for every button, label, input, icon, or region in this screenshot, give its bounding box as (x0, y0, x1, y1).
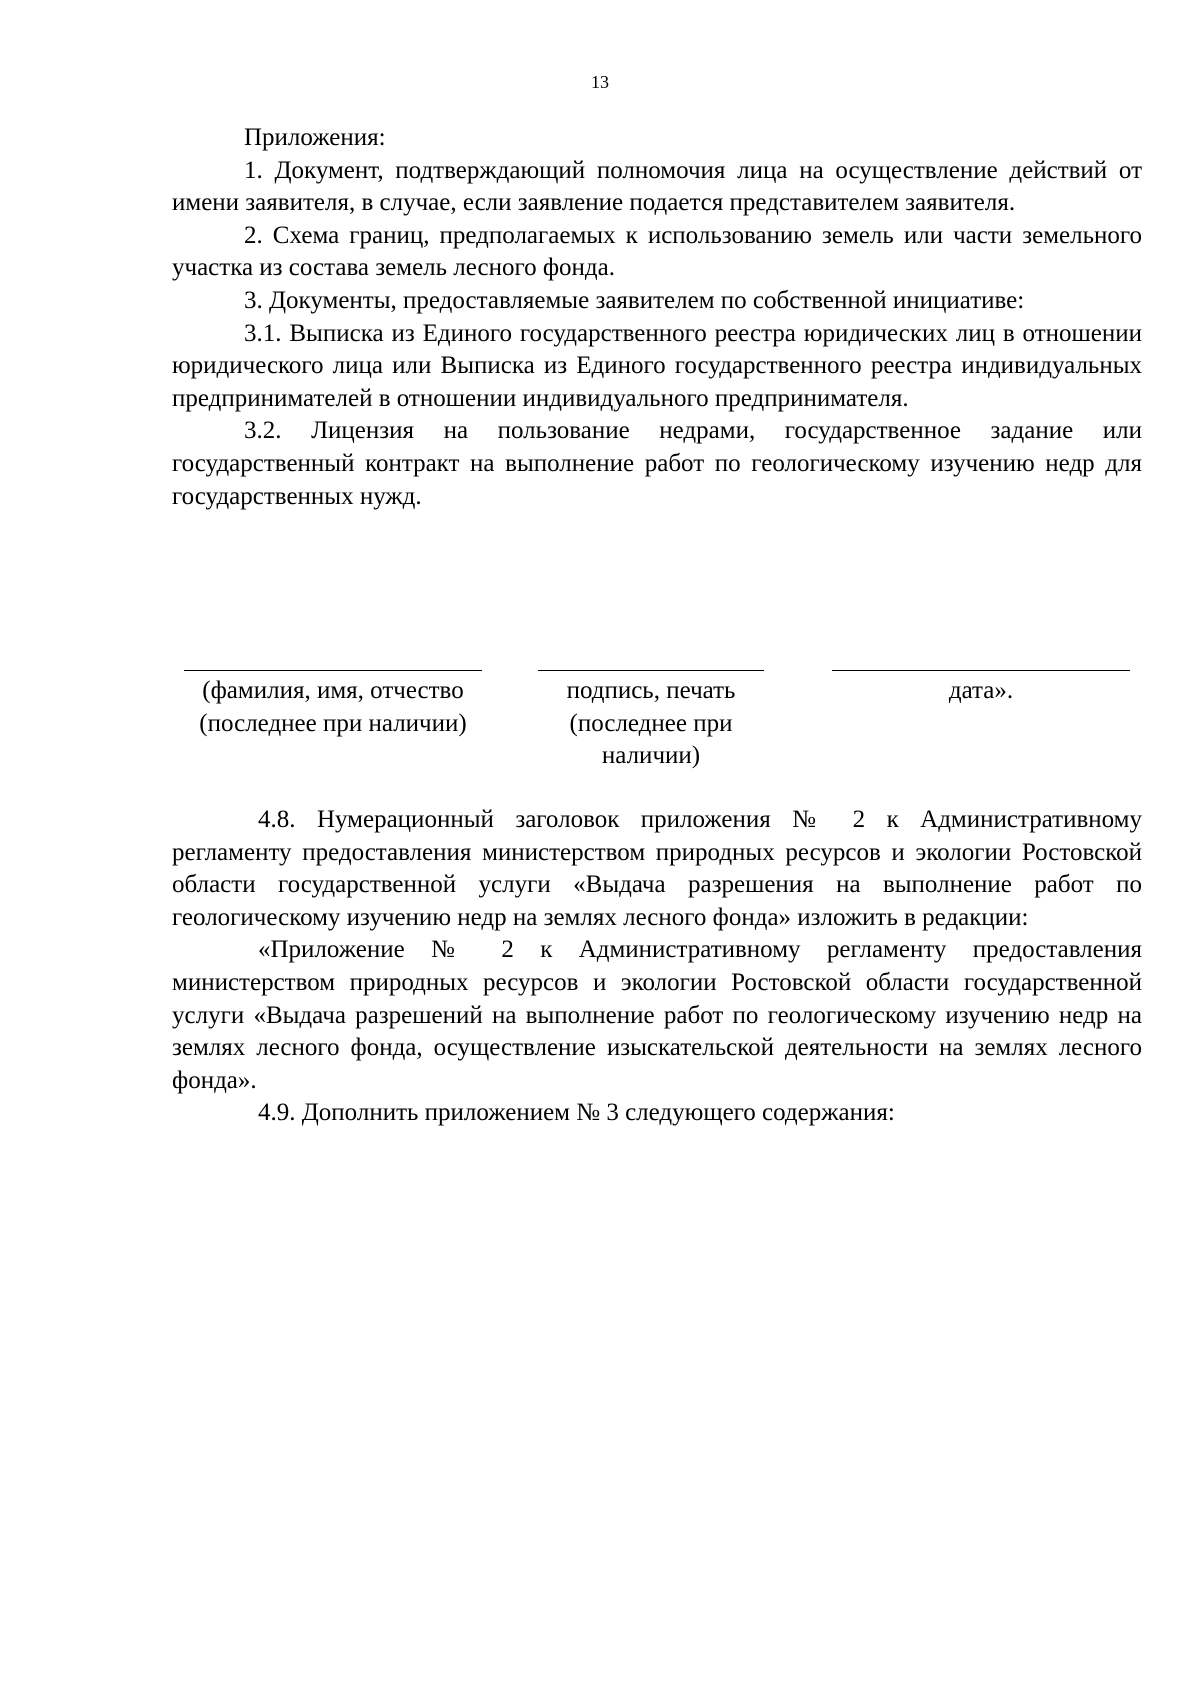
signature-date-label: дата». (948, 677, 1014, 704)
attachment-item-3-2: 3.2. Лицензия на пользование недрами, государственное задание или государственный контракт на выполнение работ по геологическому изучению недр для государственных нужд. (172, 417, 1142, 510)
amendment-appendix-title: «Приложение № 2 к Административному регламенту предоставления министерством природных ресурсов и экологии Ростовской области государственной услуги «Выдача разрешений на выполнение работ по геологическому изучению недр на землях лесного фонда, осуществление изыскательской деятельности на землях лесного фонда». (172, 936, 1142, 1094)
signature-name-line (184, 670, 482, 671)
attachment-item-1: 1. Документ, подтверждающий полномочия лица на осуществление действий от имени заявителя, в случае, если заявление подается представителем заявителя. (172, 156, 1142, 217)
signature-name-field (184, 670, 482, 740)
attachments-section (172, 122, 1142, 513)
signature-sign-line (538, 670, 764, 671)
signature-block (172, 670, 1142, 780)
amendment-4-8: 4.8. Нумерационный заголовок приложения № 2 к Административному регламенту предоставления министерством природных ресурсов и экологии Ростовской области государственной услуги «Выдача разрешения на выполнение работ по геологическому изучению недр на землях лесного фонда» изложить в редакции: (172, 806, 1142, 931)
amendments-section (172, 804, 1142, 1130)
attachment-item-3-1: 3.1. Выписка из Единого государственного реестра юридических лиц в отношении юридического лица или Выписка из Единого государственного реестра индивидуальных предпринимателей в отношении индивидуального предпринимателя. (172, 319, 1142, 412)
attachments-heading: Приложения: (244, 124, 386, 151)
attachment-item-3: 3. Документы, предоставляемые заявителем по собственной инициативе: (244, 286, 1025, 314)
attachment-item-2: 2. Схема границ, предполагаемых к использованию земель или части земельного участка из состава земель лесного фонда. (172, 221, 1142, 282)
signature-date-line (832, 670, 1130, 671)
signature-name-label: (фамилия, имя, отчество (последнее при наличии) (199, 677, 467, 737)
amendment-4-9: 4.9. Дополнить приложением № 3 следующего содержания: (258, 1099, 895, 1127)
signature-sign-label: подпись, печать (последнее при наличии) (566, 677, 736, 770)
signature-date-field (832, 670, 1130, 708)
signature-sign-field (538, 670, 764, 773)
page-number: 13 (591, 72, 609, 92)
